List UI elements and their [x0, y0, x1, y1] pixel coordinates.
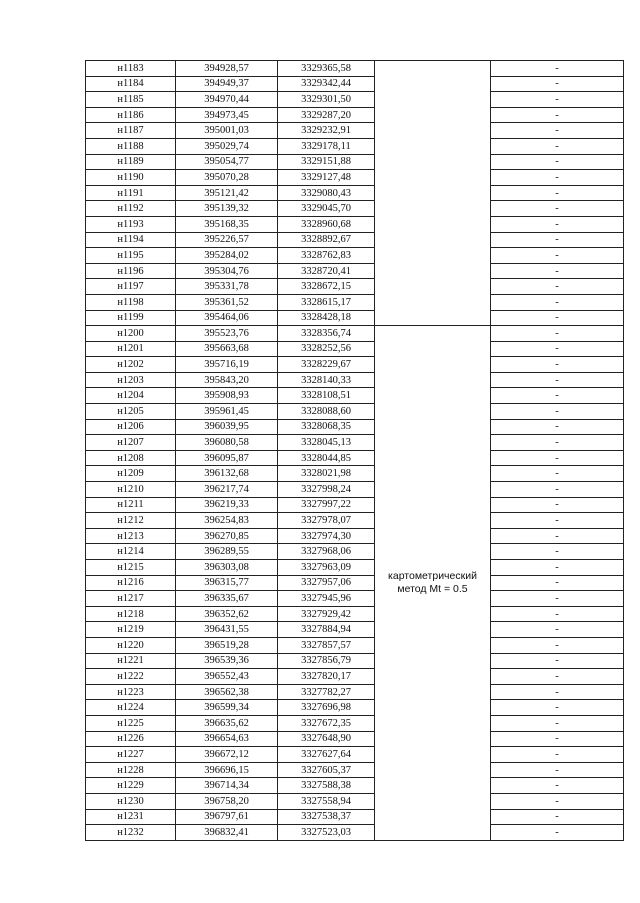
- extra-value-cell: -: [491, 123, 624, 139]
- table-row: [86, 92, 624, 108]
- point-name-cell: н1219: [86, 622, 176, 638]
- extra-value-cell: -: [491, 731, 624, 747]
- point-name-cell: н1209: [86, 466, 176, 482]
- x-coordinate-cell: 394949,37: [176, 76, 278, 92]
- y-coordinate-cell: 3328428,18: [278, 310, 375, 326]
- table-row: [86, 591, 624, 607]
- x-coordinate-cell: 396654,63: [176, 731, 278, 747]
- extra-value-cell: -: [491, 435, 624, 451]
- x-coordinate-cell: 396219,33: [176, 497, 278, 513]
- x-coordinate-cell: 395284,02: [176, 248, 278, 264]
- point-name-cell: н1187: [86, 123, 176, 139]
- point-name-cell: н1231: [86, 809, 176, 825]
- point-name-cell: н1223: [86, 684, 176, 700]
- extra-value-cell: -: [491, 809, 624, 825]
- x-coordinate-cell: 396562,38: [176, 684, 278, 700]
- y-coordinate-cell: 3327945,96: [278, 591, 375, 607]
- point-name-cell: н1221: [86, 653, 176, 669]
- extra-value-cell: -: [491, 372, 624, 388]
- table-row: [86, 310, 624, 326]
- table-row: [86, 107, 624, 123]
- x-coordinate-cell: 395226,57: [176, 232, 278, 248]
- table-row: [86, 778, 624, 794]
- y-coordinate-cell: 3329342,44: [278, 76, 375, 92]
- table-row: [86, 279, 624, 295]
- x-coordinate-cell: 396303,08: [176, 560, 278, 576]
- x-coordinate-cell: 396797,61: [176, 809, 278, 825]
- y-coordinate-cell: 3328892,67: [278, 232, 375, 248]
- point-name-cell: н1197: [86, 279, 176, 295]
- y-coordinate-cell: 3328356,74: [278, 326, 375, 342]
- extra-value-cell: -: [491, 653, 624, 669]
- table-row: [86, 123, 624, 139]
- point-name-cell: н1196: [86, 263, 176, 279]
- y-coordinate-cell: 3328762,83: [278, 248, 375, 264]
- extra-value-cell: -: [491, 419, 624, 435]
- extra-value-cell: -: [491, 778, 624, 794]
- extra-value-cell: -: [491, 216, 624, 232]
- extra-value-cell: -: [491, 92, 624, 108]
- table-row: [86, 388, 624, 404]
- extra-value-cell: -: [491, 294, 624, 310]
- y-coordinate-cell: 3327627,64: [278, 747, 375, 763]
- y-coordinate-cell: 3329045,70: [278, 201, 375, 217]
- table-row: [86, 700, 624, 716]
- x-coordinate-cell: 396635,62: [176, 715, 278, 731]
- x-coordinate-cell: 396270,85: [176, 528, 278, 544]
- table-row: [86, 606, 624, 622]
- y-coordinate-cell: 3329178,11: [278, 138, 375, 154]
- x-coordinate-cell: 396315,77: [176, 575, 278, 591]
- y-coordinate-cell: 3327963,09: [278, 560, 375, 576]
- extra-value-cell: -: [491, 154, 624, 170]
- table-row: [86, 528, 624, 544]
- extra-value-cell: -: [491, 637, 624, 653]
- y-coordinate-cell: 3327978,07: [278, 513, 375, 529]
- y-coordinate-cell: 3327974,30: [278, 528, 375, 544]
- extra-value-cell: -: [491, 591, 624, 607]
- y-coordinate-cell: 3328140,33: [278, 372, 375, 388]
- extra-value-cell: -: [491, 185, 624, 201]
- extra-value-cell: -: [491, 747, 624, 763]
- y-coordinate-cell: 3327820,17: [278, 669, 375, 685]
- x-coordinate-cell: 396519,28: [176, 637, 278, 653]
- point-name-cell: н1211: [86, 497, 176, 513]
- table-row: [86, 138, 624, 154]
- y-coordinate-cell: 3327523,03: [278, 825, 375, 841]
- x-coordinate-cell: 396132,68: [176, 466, 278, 482]
- point-name-cell: н1194: [86, 232, 176, 248]
- x-coordinate-cell: 395361,52: [176, 294, 278, 310]
- point-name-cell: н1205: [86, 404, 176, 420]
- x-coordinate-cell: 396696,15: [176, 762, 278, 778]
- point-name-cell: н1208: [86, 450, 176, 466]
- extra-value-cell: -: [491, 341, 624, 357]
- x-coordinate-cell: 395464,06: [176, 310, 278, 326]
- table-row: [86, 482, 624, 498]
- x-coordinate-cell: 395054,77: [176, 154, 278, 170]
- x-coordinate-cell: 395121,42: [176, 185, 278, 201]
- extra-value-cell: -: [491, 482, 624, 498]
- table-row: [86, 731, 624, 747]
- table-row: [86, 715, 624, 731]
- y-coordinate-cell: 3327929,42: [278, 606, 375, 622]
- extra-value-cell: -: [491, 669, 624, 685]
- table-row: [86, 622, 624, 638]
- extra-value-cell: -: [491, 232, 624, 248]
- y-coordinate-cell: 3327648,90: [278, 731, 375, 747]
- x-coordinate-cell: 396095,87: [176, 450, 278, 466]
- table-row: [86, 419, 624, 435]
- table-row: [86, 793, 624, 809]
- x-coordinate-cell: 395331,78: [176, 279, 278, 295]
- y-coordinate-cell: 3327856,79: [278, 653, 375, 669]
- table-row: [86, 170, 624, 186]
- table-row: [86, 372, 624, 388]
- y-coordinate-cell: 3328672,15: [278, 279, 375, 295]
- table-row: [86, 341, 624, 357]
- point-name-cell: н1213: [86, 528, 176, 544]
- point-name-cell: н1215: [86, 560, 176, 576]
- x-coordinate-cell: 395168,35: [176, 216, 278, 232]
- point-name-cell: н1193: [86, 216, 176, 232]
- y-coordinate-cell: 3329365,58: [278, 61, 375, 77]
- table-row: [86, 357, 624, 373]
- point-name-cell: н1203: [86, 372, 176, 388]
- table-row: [86, 216, 624, 232]
- table-row: [86, 560, 624, 576]
- table-row: [86, 513, 624, 529]
- point-name-cell: н1190: [86, 170, 176, 186]
- x-coordinate-cell: 396539,36: [176, 653, 278, 669]
- table-row: [86, 435, 624, 451]
- x-coordinate-cell: 396254,83: [176, 513, 278, 529]
- y-coordinate-cell: 3328044,85: [278, 450, 375, 466]
- y-coordinate-cell: 3329151,88: [278, 154, 375, 170]
- method-cell: [375, 326, 491, 841]
- table-row: [86, 76, 624, 92]
- point-name-cell: н1228: [86, 762, 176, 778]
- y-coordinate-cell: 3328229,67: [278, 357, 375, 373]
- extra-value-cell: -: [491, 76, 624, 92]
- y-coordinate-cell: 3327672,35: [278, 715, 375, 731]
- y-coordinate-cell: 3327605,37: [278, 762, 375, 778]
- y-coordinate-cell: 3327857,57: [278, 637, 375, 653]
- table-row: [86, 497, 624, 513]
- table-row: [86, 61, 624, 77]
- x-coordinate-cell: 394970,44: [176, 92, 278, 108]
- table-row: [86, 248, 624, 264]
- extra-value-cell: -: [491, 138, 624, 154]
- point-name-cell: н1222: [86, 669, 176, 685]
- y-coordinate-cell: 3328960,68: [278, 216, 375, 232]
- x-coordinate-cell: 396039,95: [176, 419, 278, 435]
- x-coordinate-cell: 395908,93: [176, 388, 278, 404]
- table-row: [86, 404, 624, 420]
- extra-value-cell: -: [491, 793, 624, 809]
- extra-value-cell: -: [491, 513, 624, 529]
- table-row: [86, 185, 624, 201]
- y-coordinate-cell: 3327782,27: [278, 684, 375, 700]
- table-row: [86, 294, 624, 310]
- y-coordinate-cell: 3328720,41: [278, 263, 375, 279]
- point-name-cell: н1217: [86, 591, 176, 607]
- extra-value-cell: -: [491, 61, 624, 77]
- extra-value-cell: -: [491, 466, 624, 482]
- method-cell-empty: [375, 61, 491, 326]
- extra-value-cell: -: [491, 825, 624, 841]
- x-coordinate-cell: 394973,45: [176, 107, 278, 123]
- table-row: [86, 825, 624, 841]
- point-name-cell: н1230: [86, 793, 176, 809]
- extra-value-cell: -: [491, 575, 624, 591]
- table-row: [86, 575, 624, 591]
- x-coordinate-cell: 396552,43: [176, 669, 278, 685]
- extra-value-cell: -: [491, 107, 624, 123]
- y-coordinate-cell: 3327696,98: [278, 700, 375, 716]
- x-coordinate-cell: 396080,58: [176, 435, 278, 451]
- x-coordinate-cell: 395843,20: [176, 372, 278, 388]
- extra-value-cell: -: [491, 684, 624, 700]
- method-line-1: картометрический: [388, 569, 477, 582]
- extra-value-cell: -: [491, 326, 624, 342]
- y-coordinate-cell: 3327998,24: [278, 482, 375, 498]
- y-coordinate-cell: 3327558,94: [278, 793, 375, 809]
- x-coordinate-cell: 396289,55: [176, 544, 278, 560]
- point-name-cell: н1204: [86, 388, 176, 404]
- x-coordinate-cell: 396335,67: [176, 591, 278, 607]
- extra-value-cell: -: [491, 528, 624, 544]
- y-coordinate-cell: 3329287,20: [278, 107, 375, 123]
- point-name-cell: н1184: [86, 76, 176, 92]
- y-coordinate-cell: 3328252,56: [278, 341, 375, 357]
- x-coordinate-cell: 396758,20: [176, 793, 278, 809]
- table-row: [86, 326, 624, 342]
- table-row: [86, 809, 624, 825]
- y-coordinate-cell: 3329127,48: [278, 170, 375, 186]
- y-coordinate-cell: 3329080,43: [278, 185, 375, 201]
- x-coordinate-cell: 396431,55: [176, 622, 278, 638]
- table-row: [86, 154, 624, 170]
- table-row: [86, 669, 624, 685]
- y-coordinate-cell: 3328021,98: [278, 466, 375, 482]
- table-row: [86, 466, 624, 482]
- x-coordinate-cell: 395139,32: [176, 201, 278, 217]
- point-name-cell: н1195: [86, 248, 176, 264]
- table-row: [86, 544, 624, 560]
- extra-value-cell: -: [491, 279, 624, 295]
- extra-value-cell: -: [491, 248, 624, 264]
- x-coordinate-cell: 395523,76: [176, 326, 278, 342]
- extra-value-cell: -: [491, 715, 624, 731]
- y-coordinate-cell: 3327957,06: [278, 575, 375, 591]
- coordinates-table-body: [86, 61, 624, 841]
- x-coordinate-cell: 395716,19: [176, 357, 278, 373]
- table-row: [86, 263, 624, 279]
- point-name-cell: н1225: [86, 715, 176, 731]
- table-row: [86, 762, 624, 778]
- point-name-cell: н1226: [86, 731, 176, 747]
- table-row: [86, 747, 624, 763]
- point-name-cell: н1220: [86, 637, 176, 653]
- point-name-cell: н1207: [86, 435, 176, 451]
- y-coordinate-cell: 3327997,22: [278, 497, 375, 513]
- extra-value-cell: -: [491, 497, 624, 513]
- point-name-cell: н1224: [86, 700, 176, 716]
- extra-value-cell: -: [491, 263, 624, 279]
- extra-value-cell: -: [491, 606, 624, 622]
- extra-value-cell: -: [491, 310, 624, 326]
- extra-value-cell: -: [491, 357, 624, 373]
- table-row: [86, 653, 624, 669]
- x-coordinate-cell: 395001,03: [176, 123, 278, 139]
- point-name-cell: н1206: [86, 419, 176, 435]
- point-name-cell: н1189: [86, 154, 176, 170]
- y-coordinate-cell: 3328088,60: [278, 404, 375, 420]
- point-name-cell: н1199: [86, 310, 176, 326]
- point-name-cell: н1212: [86, 513, 176, 529]
- y-coordinate-cell: 3328615,17: [278, 294, 375, 310]
- point-name-cell: н1185: [86, 92, 176, 108]
- x-coordinate-cell: 396832,41: [176, 825, 278, 841]
- point-name-cell: н1188: [86, 138, 176, 154]
- y-coordinate-cell: 3328045,13: [278, 435, 375, 451]
- point-name-cell: н1202: [86, 357, 176, 373]
- x-coordinate-cell: 395304,76: [176, 263, 278, 279]
- method-line-2: метод Mt = 0.5: [397, 582, 468, 595]
- x-coordinate-cell: 394928,57: [176, 61, 278, 77]
- y-coordinate-cell: 3327968,06: [278, 544, 375, 560]
- x-coordinate-cell: 396714,34: [176, 778, 278, 794]
- extra-value-cell: -: [491, 201, 624, 217]
- y-coordinate-cell: 3327588,38: [278, 778, 375, 794]
- x-coordinate-cell: 396599,34: [176, 700, 278, 716]
- point-name-cell: н1201: [86, 341, 176, 357]
- extra-value-cell: -: [491, 560, 624, 576]
- point-name-cell: н1200: [86, 326, 176, 342]
- y-coordinate-cell: 3329232,91: [278, 123, 375, 139]
- x-coordinate-cell: 396217,74: [176, 482, 278, 498]
- y-coordinate-cell: 3328068,35: [278, 419, 375, 435]
- table-row: [86, 684, 624, 700]
- point-name-cell: н1191: [86, 185, 176, 201]
- y-coordinate-cell: 3327884,94: [278, 622, 375, 638]
- point-name-cell: н1232: [86, 825, 176, 841]
- table-row: [86, 450, 624, 466]
- coordinates-table: [85, 60, 624, 841]
- extra-value-cell: -: [491, 450, 624, 466]
- point-name-cell: н1183: [86, 61, 176, 77]
- x-coordinate-cell: 396352,62: [176, 606, 278, 622]
- extra-value-cell: -: [491, 388, 624, 404]
- y-coordinate-cell: 3328108,51: [278, 388, 375, 404]
- point-name-cell: н1229: [86, 778, 176, 794]
- table-row: [86, 232, 624, 248]
- y-coordinate-cell: 3329301,50: [278, 92, 375, 108]
- extra-value-cell: -: [491, 700, 624, 716]
- extra-value-cell: -: [491, 170, 624, 186]
- x-coordinate-cell: 395961,45: [176, 404, 278, 420]
- table-row: [86, 201, 624, 217]
- point-name-cell: н1210: [86, 482, 176, 498]
- point-name-cell: н1216: [86, 575, 176, 591]
- point-name-cell: н1198: [86, 294, 176, 310]
- point-name-cell: н1218: [86, 606, 176, 622]
- extra-value-cell: -: [491, 762, 624, 778]
- y-coordinate-cell: 3327538,37: [278, 809, 375, 825]
- x-coordinate-cell: 396672,12: [176, 747, 278, 763]
- x-coordinate-cell: 395663,68: [176, 341, 278, 357]
- extra-value-cell: -: [491, 622, 624, 638]
- point-name-cell: н1227: [86, 747, 176, 763]
- extra-value-cell: -: [491, 544, 624, 560]
- extra-value-cell: -: [491, 404, 624, 420]
- x-coordinate-cell: 395029,74: [176, 138, 278, 154]
- x-coordinate-cell: 395070,28: [176, 170, 278, 186]
- point-name-cell: н1192: [86, 201, 176, 217]
- point-name-cell: н1214: [86, 544, 176, 560]
- point-name-cell: н1186: [86, 107, 176, 123]
- table-row: [86, 637, 624, 653]
